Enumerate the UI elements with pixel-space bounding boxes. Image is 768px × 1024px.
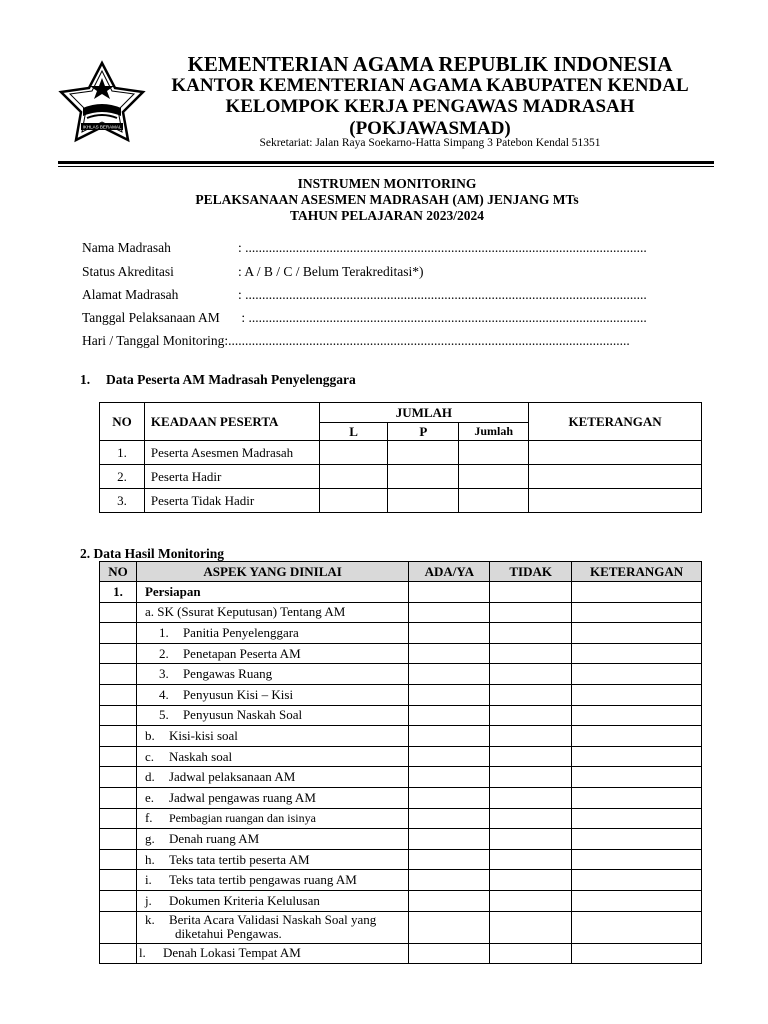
section2-heading: 2. Data Hasil Monitoring bbox=[80, 546, 224, 561]
table-row: i. Teks tata tertib pengawas ruang AM bbox=[100, 870, 702, 891]
section1-heading: 1. Data Peserta AM Madrasah Penyelenggara bbox=[80, 372, 356, 387]
table-row: e. Jadwal pengawas ruang AM bbox=[100, 787, 702, 808]
field-label: Tanggal Pelaksanaan AM bbox=[82, 310, 220, 325]
field-value: :....................................................................................................................... bbox=[224, 333, 630, 348]
header-group: KELOMPOK KERJA PENGAWAS MADRASAH bbox=[225, 96, 635, 117]
field-value: : ...................................................................................................................... bbox=[238, 310, 647, 325]
table-row: h. Teks tata tertib peserta AM bbox=[100, 849, 702, 870]
col-jumlah: JUMLAH bbox=[319, 403, 529, 423]
col-keterangan: KETERANGAN bbox=[572, 562, 702, 582]
table-row: j. Dokumen Kriteria Kelulusan bbox=[100, 890, 702, 911]
table-row: g. Denah ruang AM bbox=[100, 829, 702, 850]
field-hari-tanggal-monitoring[interactable] bbox=[82, 333, 702, 349]
header-rule-thick bbox=[58, 161, 714, 164]
kemenag-logo bbox=[57, 60, 147, 150]
table-row: a. SK (Ssurat Keputusan) Tentang AM bbox=[100, 602, 702, 623]
cell-p[interactable] bbox=[388, 465, 459, 489]
field-label: Nama Madrasah bbox=[82, 240, 171, 255]
field-value: : ....................................................................................................................... bbox=[238, 240, 647, 255]
table-row: l. Denah Lokasi Tempat AM bbox=[100, 943, 702, 964]
field-label: Status Akreditasi bbox=[82, 264, 174, 279]
table-row: 3. Peserta Tidak Hadir bbox=[100, 489, 702, 513]
cell-l[interactable] bbox=[319, 441, 388, 465]
field-label: Hari / Tanggal Monitoring bbox=[82, 333, 225, 348]
cell-jumlah[interactable] bbox=[459, 465, 529, 489]
cell-keterangan[interactable] bbox=[529, 489, 702, 513]
table-row: c. Naskah soal bbox=[100, 746, 702, 767]
table-row: 4. Penyusun Kisi – Kisi bbox=[100, 684, 702, 705]
table-row: 1. Peserta Asesmen Madrasah bbox=[100, 441, 702, 465]
field-status-akreditasi[interactable] bbox=[82, 264, 702, 280]
field-label: Alamat Madrasah bbox=[82, 287, 179, 302]
col-keadaan: KEADAAN PESERTA bbox=[144, 403, 319, 441]
col-ada: ADA/YA bbox=[409, 562, 490, 582]
cell-jumlah[interactable] bbox=[459, 441, 529, 465]
table-row: 1. Persiapan bbox=[100, 582, 702, 603]
table-row: 3. Pengawas Ruang bbox=[100, 664, 702, 685]
table-row: b. Kisi-kisi soal bbox=[100, 726, 702, 747]
cell-l[interactable] bbox=[319, 465, 388, 489]
col-p: P bbox=[388, 423, 459, 441]
header-abbrev: (POKJAWASMAD) bbox=[349, 118, 511, 139]
header-ministry: KEMENTERIAN AGAMA REPUBLIK INDONESIA bbox=[187, 52, 673, 76]
doc-title: INSTRUMEN MONITORING bbox=[297, 176, 477, 191]
table-row: 2. Penetapan Peserta AM bbox=[100, 643, 702, 664]
header-office: KANTOR KEMENTERIAN AGAMA KABUPATEN KENDAL bbox=[171, 75, 689, 96]
table-row: f. Pembagian ruangan dan isinya bbox=[100, 808, 702, 829]
table-row: 5. Penyusun Naskah Soal bbox=[100, 705, 702, 726]
table-row: 2. Peserta Hadir bbox=[100, 465, 702, 489]
col-no: NO bbox=[100, 403, 145, 441]
doc-subtitle: PELAKSANAAN ASESMEN MADRASAH (AM) JENJANG MTs bbox=[195, 192, 579, 207]
header-rule-thin bbox=[58, 166, 714, 167]
col-l: L bbox=[319, 423, 388, 441]
table-row: k. Berita Acara Validasi Naskah Soal yang diketahui Pengawas. bbox=[100, 911, 702, 943]
doc-year: TAHUN PELAJARAN 2023/2024 bbox=[289, 208, 484, 223]
col-jumlah-sub: Jumlah bbox=[459, 423, 529, 441]
cell-keterangan[interactable] bbox=[529, 465, 702, 489]
cell-jumlah[interactable] bbox=[459, 489, 529, 513]
monitoring-table bbox=[99, 561, 702, 964]
col-no: NO bbox=[100, 562, 137, 582]
table-row: d. Jadwal pelaksanaan AM bbox=[100, 767, 702, 788]
cell-p[interactable] bbox=[388, 489, 459, 513]
cell-p[interactable] bbox=[388, 441, 459, 465]
svg-text:IKHLAS BERAMAL: IKHLAS BERAMAL bbox=[82, 124, 122, 130]
table-row: 1. Panitia Penyelenggara bbox=[100, 623, 702, 644]
col-keterangan: KETERANGAN bbox=[529, 403, 702, 441]
participant-table bbox=[99, 402, 702, 513]
field-tanggal-pelaksanaan[interactable] bbox=[82, 310, 702, 326]
field-value: : A / B / C / Belum Terakreditasi*) bbox=[238, 264, 424, 279]
col-aspek: ASPEK YANG DINILAI bbox=[136, 562, 408, 582]
col-tidak: TIDAK bbox=[490, 562, 572, 582]
header-address: Sekretariat: Jalan Raya Soekarno-Hatta Simpang 3 Patebon Kendal 51351 bbox=[259, 137, 601, 149]
cell-l[interactable] bbox=[319, 489, 388, 513]
field-value: : ....................................................................................................................... bbox=[238, 287, 647, 302]
field-alamat-madrasah[interactable] bbox=[82, 287, 702, 303]
field-nama-madrasah[interactable] bbox=[82, 240, 702, 256]
cell-keterangan[interactable] bbox=[529, 441, 702, 465]
